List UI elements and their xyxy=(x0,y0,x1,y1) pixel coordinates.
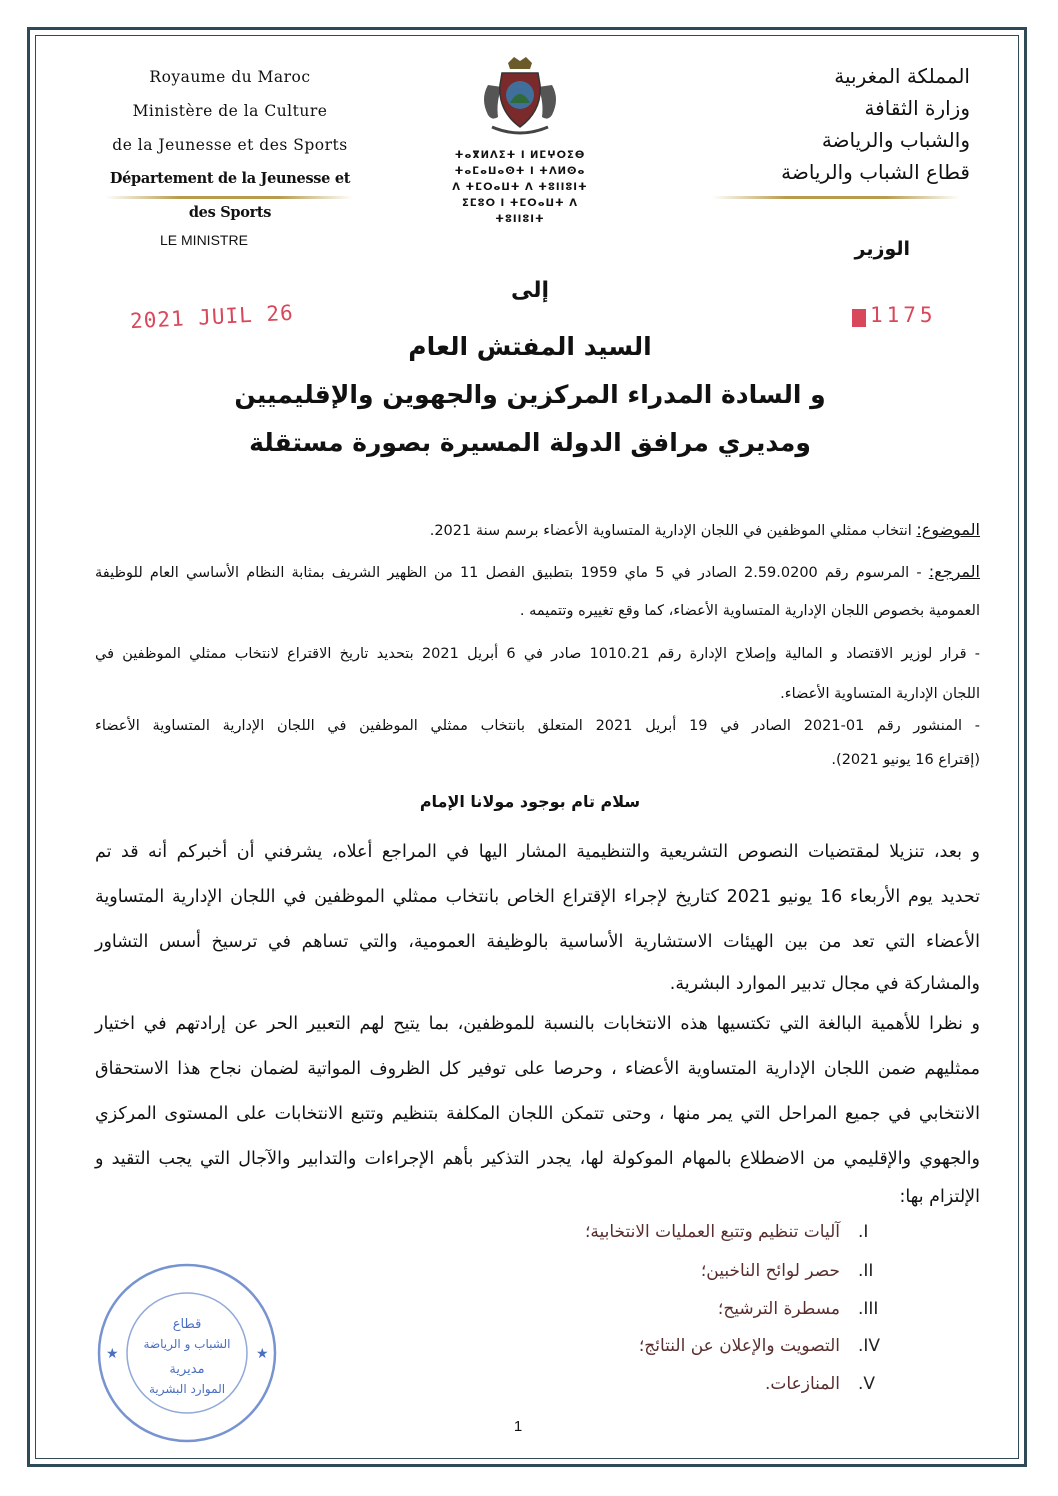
toc-item-text: المنازعات. xyxy=(765,1374,840,1394)
reference-item2-line1: - قرار لوزير الاقتصاد و المالية وإصلاح الإدارة رقم 1010.21 صادر في 6 أبريل 2021 بتحديد تاريخ الاقتراع لانتخاب ممثلي الموظفين في xyxy=(95,646,980,662)
letterhead-fr-line3: de la Jeunesse et des Sports xyxy=(112,136,348,154)
letterhead-ar-line2: وزارة الثقافة xyxy=(864,96,970,120)
reference-item2-line2: اللجان الإدارية المتساوية الأعضاء. xyxy=(780,686,980,702)
tifinagh-line3: ⴷ ⵜⵎⵔⴰⵡⵜ ⴷ ⵜⵓⵏⵏⵓⵏⵜ xyxy=(452,182,588,193)
paragraph1-line4: والمشاركة في مجال تدبير الموارد البشرية. xyxy=(669,974,980,994)
recipient-to: إلى xyxy=(510,278,550,303)
tifinagh-line1: ⵜⴰⴳⵍⴷⵉⵜ ⵏ ⵍⵎⵖⵔⵉⴱ xyxy=(454,150,586,161)
reference-label: المرجع: xyxy=(928,562,980,581)
coat-of-arms-icon xyxy=(470,55,570,143)
recipient-line2: و السادة المدراء المركزين والجهوين والإقليميين xyxy=(234,380,826,409)
subject-line xyxy=(95,520,980,539)
toc-item-text: آليات تنظيم وتتبع العمليات الانتخابية؛ xyxy=(584,1222,840,1242)
paragraph1-line2: تحديد يوم الأربعاء 16 يونيو 2021 كتاريخ لإجراء الإقتراع الخاص بانتخاب ممثلي الموظفين في اللجان الإدارية المتساوية xyxy=(95,887,980,907)
reference-item1-line1-text: - المرسوم رقم 2.59.0200 الصادر في 5 ماي 1959 بتطبيق الفصل 11 من الظهير الشريف بمثابة النظام الأساسي العام للوظيفة xyxy=(95,565,922,581)
letterhead-ar-line1: المملكة المغربية xyxy=(834,64,970,88)
paragraph1-line1: و بعد، تنزيلا لمقتضيات النصوص التشريعية والتنظيمية المشار اليها في المراجع أعلاه، يشرفني أن أخبركم أنه قد تم xyxy=(95,842,980,862)
seal-line4: الموارد البشرية xyxy=(148,1382,226,1396)
letterhead-rule-left xyxy=(105,196,353,199)
recipient-line3: ومديري مرافق الدولة المسيرة بصورة مستقلة xyxy=(249,428,811,457)
seal-line1: قطاع xyxy=(172,1317,202,1332)
toc-item xyxy=(560,1222,890,1256)
paragraph2-line3: الانتخابي في جميع المراحل التي يمر منها ، وحتى تتمكن اللجان المكلفة بتنظيم وتتبع الانتخابات على المستوى المركزي xyxy=(95,1104,980,1124)
recipient-line1: السيد المفتش العام xyxy=(408,332,652,361)
letterhead-fr-line1: Royaume du Maroc xyxy=(149,68,311,86)
paragraph2-line1: و نظرا للأهمية البالغة التي تكتسيها هذه الانتخابات بالنسبة للموظفين، بما يتيح لهم التعبير الحر عن إرادتهم في اختيار xyxy=(95,1014,980,1034)
reference-item3-line2: (إقتراع 16 يونيو 2021). xyxy=(831,752,980,768)
toc-item-number: .V xyxy=(858,1374,876,1394)
paragraph2-line5: الإلتزام بها: xyxy=(899,1187,980,1207)
svg-text:★: ★ xyxy=(256,1346,269,1362)
toc-item-number: .III xyxy=(858,1299,879,1319)
letterhead-rule-right xyxy=(712,196,960,199)
seal-line2: الشباب و الرياضة xyxy=(143,1337,231,1351)
official-seal-icon xyxy=(92,1258,282,1448)
svg-text:★: ★ xyxy=(106,1346,119,1362)
paragraph1-line3: الأعضاء التي تعد من بين الهيئات الاستشارية الأساسية بالوظيفة العمومية، والتي تساهم في ترسيخ أسس التشاور xyxy=(95,932,980,952)
toc-item xyxy=(560,1374,890,1408)
letterhead-fr-line2: Ministère de la Culture xyxy=(132,102,328,120)
toc-item-text: حصر لوائح الناخبين؛ xyxy=(700,1261,840,1281)
toc-item xyxy=(560,1299,890,1333)
toc-item xyxy=(560,1261,890,1295)
tifinagh-line2: ⵜⴰⵎⴰⵡⴰⵙⵜ ⵏ ⵜⴷⵍⵙⴰ xyxy=(454,166,586,177)
paragraph2-line2: ممثليهم ضمن اللجان الإدارية المتساوية الأعضاء ، وحرصا على توفير كل الظروف المواتية لضمان نجاح هذا الاستحقاق xyxy=(95,1059,980,1079)
number-stamp-mark xyxy=(852,309,866,327)
date-stamp: 2021 JUIL 26 xyxy=(129,300,295,334)
paragraph2-line4: والجهوي والإقليمي من الاضطلاع بالمهام الموكولة لها، يجدر التذكير بأهم الإجراءات والتدابير والآجال التي يجب التقيد و xyxy=(95,1149,980,1169)
subject-text: انتخاب ممثلي الموظفين في اللجان الإدارية المتساوية الأعضاء برسم سنة 2021. xyxy=(429,523,912,539)
toc-item-number: .II xyxy=(858,1261,874,1281)
reference-item1-line2: العمومية بخصوص اللجان الإدارية المتساوية الأعضاء، كما وقع تغييره وتتميمه . xyxy=(519,603,980,619)
toc-item-text: التصويت والإعلان عن النتائج؛ xyxy=(638,1336,840,1356)
tifinagh-line4: ⵉⵎⵓⵔ ⵏ ⵜⵎⵔⴰⵡⵜ ⴷ ⵜⵓⵏⵏⵓⵏⵜ xyxy=(462,198,578,225)
seal-line3: مديرية xyxy=(169,1362,205,1377)
subject-label: الموضوع: xyxy=(916,520,980,539)
letterhead-french xyxy=(95,60,365,230)
salutation: سلام تام بوجود مولانا الإمام xyxy=(419,792,641,811)
letterhead-fr-department: Département de la Jeunesse et des Sports xyxy=(109,170,351,221)
toc-item xyxy=(560,1336,890,1370)
toc-item-number: .I xyxy=(858,1222,869,1242)
wazir-label: الوزير xyxy=(854,238,910,260)
le-ministre-label: LE MINISTRE xyxy=(160,232,248,248)
letterhead-ar-line4: قطاع الشباب والرياضة xyxy=(781,160,970,184)
letterhead-ar-line3: والشباب والرياضة xyxy=(821,128,970,152)
number-stamp: 1175 xyxy=(870,303,937,327)
page-number: 1 xyxy=(513,1418,523,1435)
toc-item-text: مسطرة الترشيح؛ xyxy=(717,1299,840,1319)
toc-item-number: .IV xyxy=(858,1336,881,1356)
letterhead-arabic xyxy=(700,60,970,188)
reference-item1-line1 xyxy=(95,562,980,581)
letterhead-tifinagh xyxy=(445,148,595,228)
reference-item3-line1: - المنشور رقم 01-2021 الصادر في 19 أبريل 2021 المتعلق بانتخاب ممثلي الموظفين في اللجان الإدارية المتساوية الأعضاء xyxy=(95,718,980,734)
